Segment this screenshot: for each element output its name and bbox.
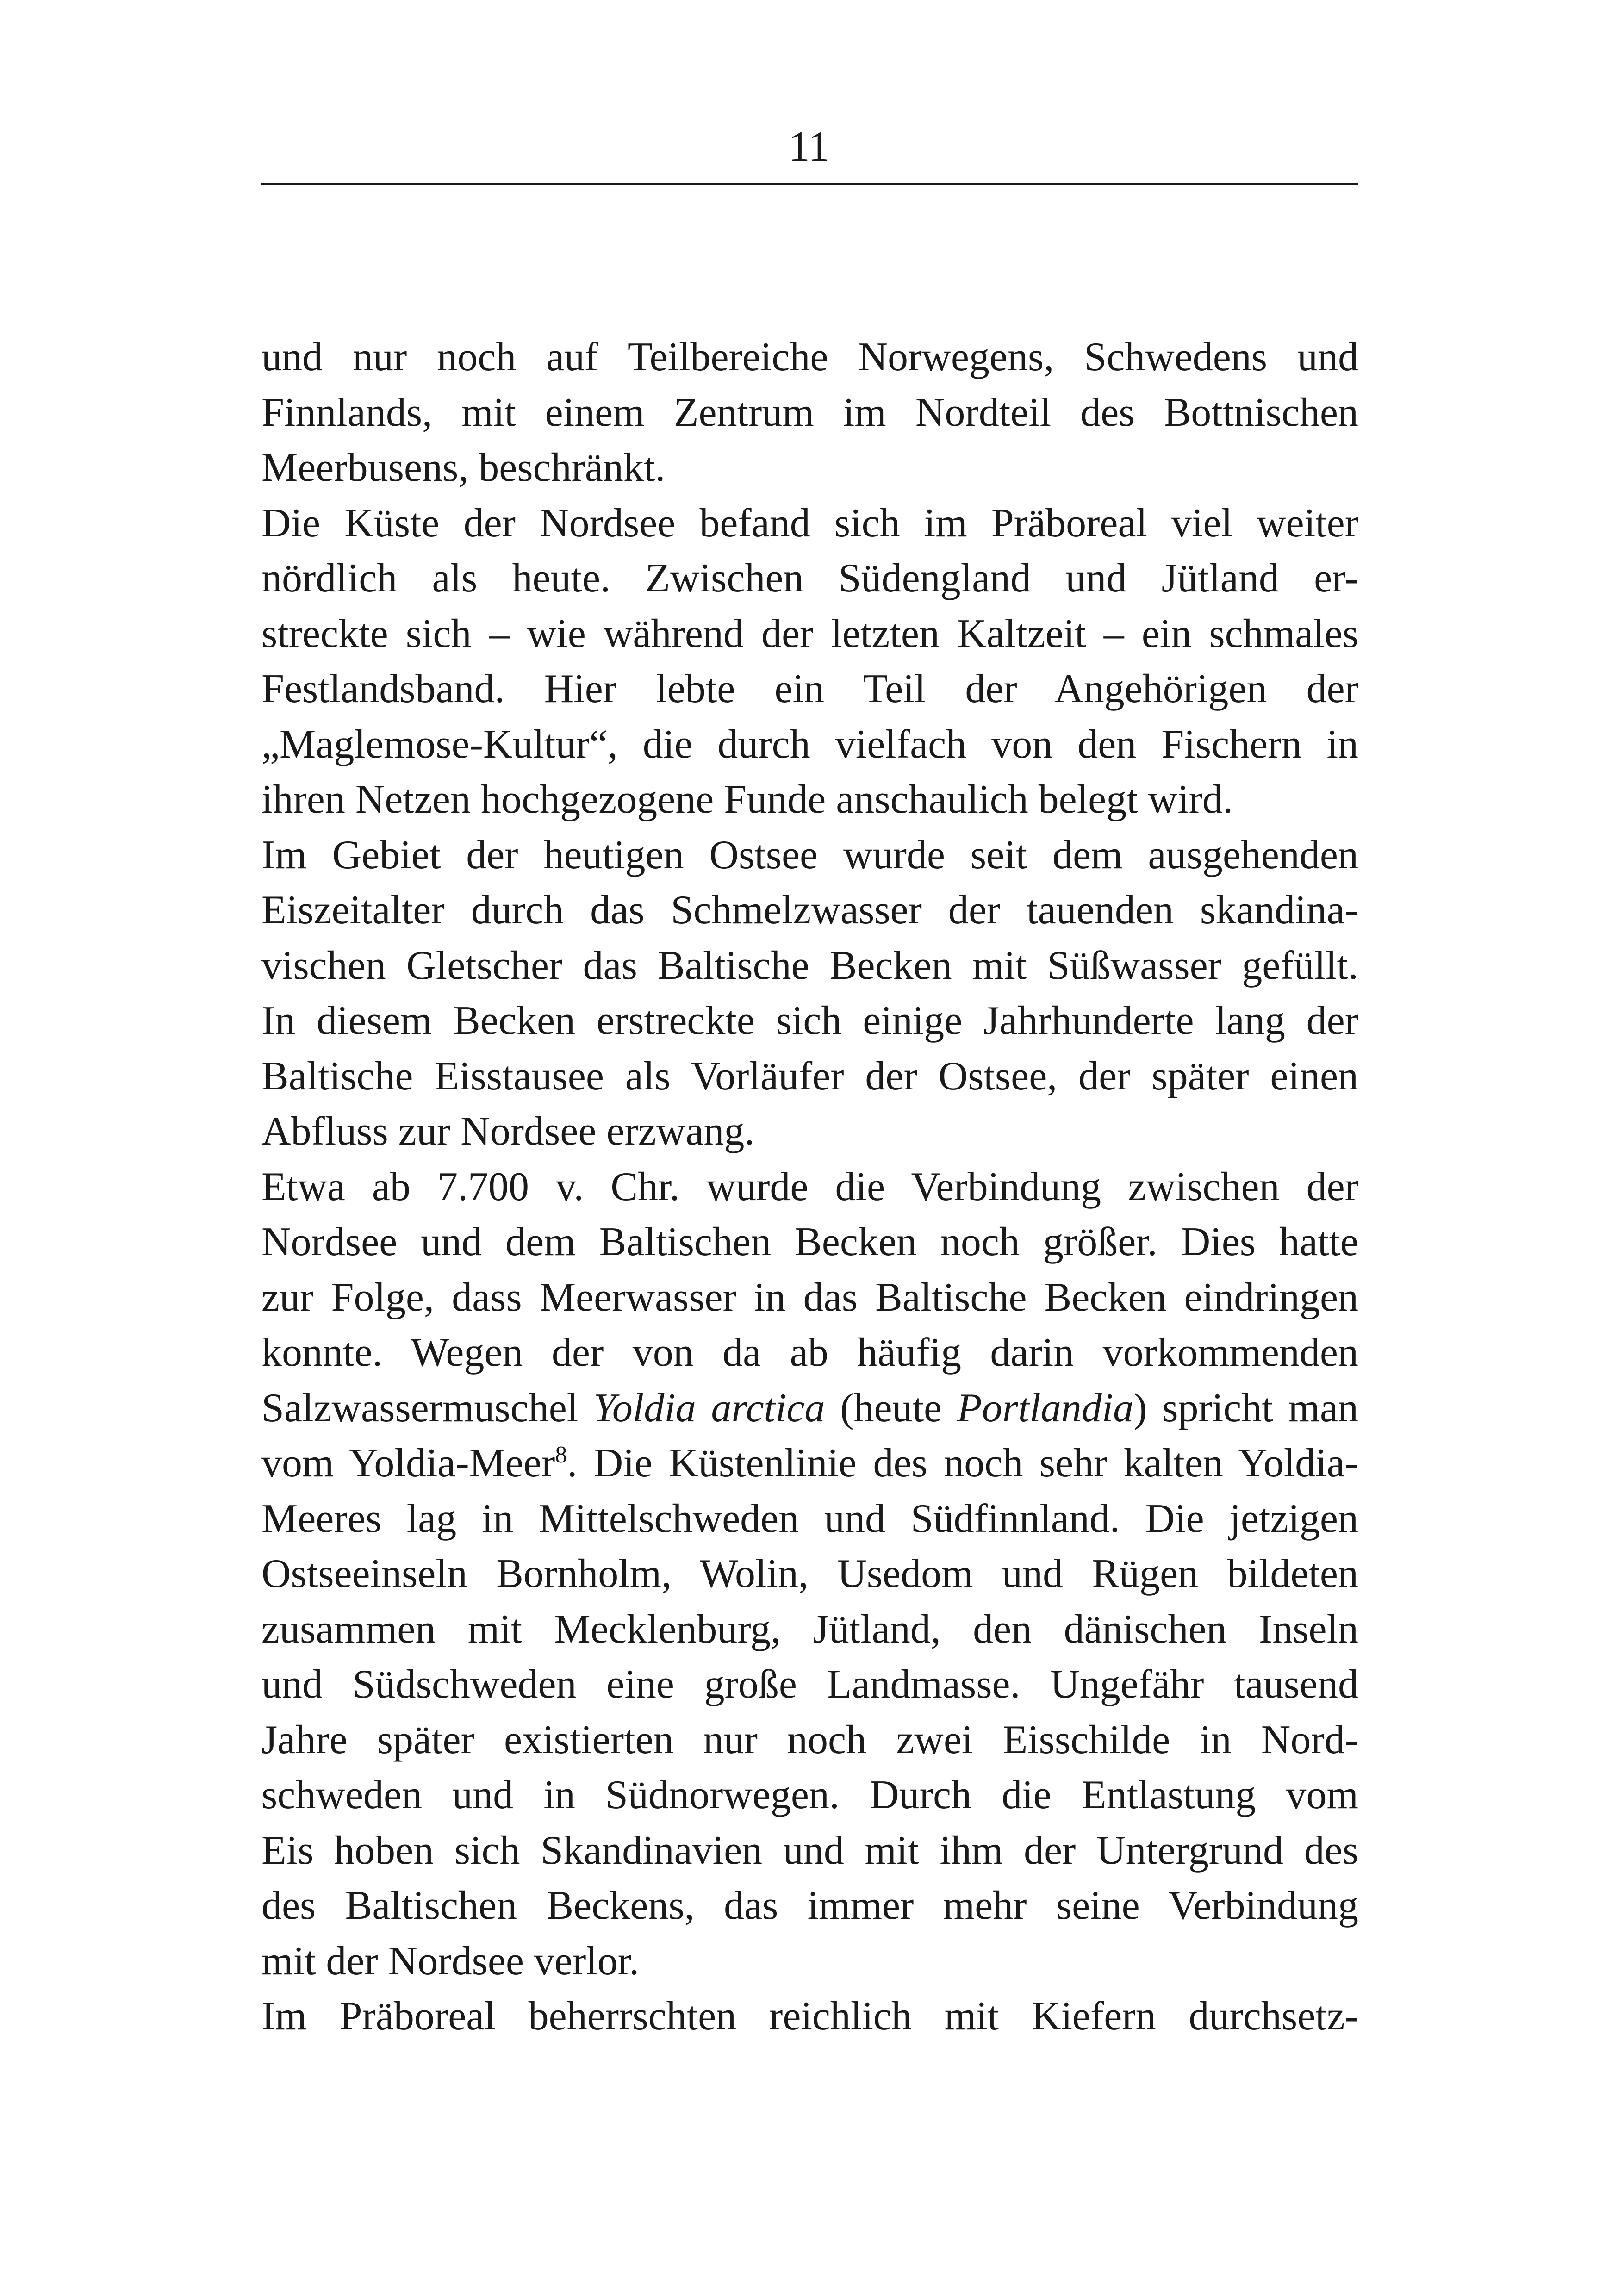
text-line: Im Gebiet der heutigen Ostsee wurde seit dem ausgehenden — [261, 832, 1358, 877]
text-line: Etwa ab 7.700 v. Chr. wurde die Verbindung zwischen der — [261, 1164, 1358, 1209]
body-text — [261, 330, 1358, 2044]
text-line: Finnlands, mit einem Zentrum im Nordteil des Bottnischen — [261, 390, 1358, 435]
text-line: mit der Nordsee verlor. — [261, 1938, 640, 1984]
text-line: Im Präboreal beherrschten reichlich mit Kiefern durchsetz- — [261, 1994, 1358, 2039]
species-name-yoldia: Yoldia arctica — [593, 1385, 825, 1431]
text-line: ihren Netzen hochgezogene Funde anschaulich belegt wird. — [261, 777, 1233, 822]
text-line: „Maglemose-Kultur“, die durch vielfach von den Fischern in — [261, 722, 1358, 767]
text-line: und nur noch auf Teilbereiche Norwegens, Schwedens und — [261, 335, 1358, 380]
text-segment: ) spricht man — [1133, 1385, 1359, 1431]
text-line: In diesem Becken erstreckte sich einige Jahrhunderte lang der — [261, 998, 1358, 1043]
text-line: schweden und in Südnorwegen. Durch die Entlastung vom — [261, 1773, 1358, 1817]
text-line: nördlich als heute. Zwischen Südengland und Jütland er- — [261, 556, 1358, 601]
text-line: Ostseeinseln Bornholm, Wolin, Usedom und Rügen bildeten — [261, 1551, 1358, 1596]
text-line: konnte. Wegen der von da ab häufig darin vorkommenden — [261, 1330, 1358, 1375]
text-line: Nordsee und dem Baltischen Becken noch größer. Dies hatte — [261, 1220, 1358, 1264]
page-number: 11 — [788, 123, 830, 170]
text-segment: vom Yoldia-Meer — [261, 1441, 555, 1486]
text-line: und Südschweden eine große Landmasse. Ungefähr tausend — [261, 1662, 1358, 1707]
text-line: Meeres lag in Mittelschweden und Südfinnland. Die jetzigen — [261, 1496, 1358, 1541]
header-rule — [261, 183, 1358, 185]
species-name-portlandia: Portlandia — [957, 1385, 1134, 1431]
text-line: Festlandsband. Hier lebte ein Teil der Angehörigen der — [261, 666, 1358, 711]
footnote-marker[interactable]: 8 — [555, 1442, 567, 1468]
text-line: Eis hoben sich Skandinavien und mit ihm der Untergrund des — [261, 1828, 1358, 1873]
text-line: Meerbusens, beschränkt. — [261, 445, 666, 490]
text-line: Baltische Eisstausee als Vorläufer der Ostsee, der später einen — [261, 1053, 1358, 1099]
text-line: streckte sich – wie während der letzten Kaltzeit – ein schmales — [261, 611, 1358, 656]
text-segment: Salzwassermuschel — [261, 1385, 593, 1431]
text-line: des Baltischen Beckens, das immer mehr seine Verbindung — [261, 1883, 1358, 1928]
text-line: Eiszeitalter durch das Schmelzwasser der tauenden skandina- — [261, 888, 1358, 933]
text-line-with-footnote — [261, 1436, 1358, 1491]
text-line: zur Folge, dass Meerwasser in das Baltische Becken eindringen — [261, 1275, 1358, 1320]
text-segment: . Die Küstenlinie des noch sehr kalten Yoldia- — [567, 1441, 1358, 1486]
text-line: Die Küste der Nordsee befand sich im Präboreal viel weiter — [261, 500, 1358, 546]
text-line: vischen Gletscher das Baltische Becken mit Süßwasser gefüllt. — [261, 943, 1358, 988]
text-line: Abfluss zur Nordsee erzwang. — [261, 1109, 755, 1154]
text-segment: (heute — [825, 1385, 957, 1431]
text-line-with-species — [261, 1381, 1358, 1436]
text-line: Jahre später existierten nur noch zwei Eisschilde in Nord- — [261, 1717, 1358, 1762]
text-line: zusammen mit Mecklenburg, Jütland, den dänischen Inseln — [261, 1606, 1358, 1652]
